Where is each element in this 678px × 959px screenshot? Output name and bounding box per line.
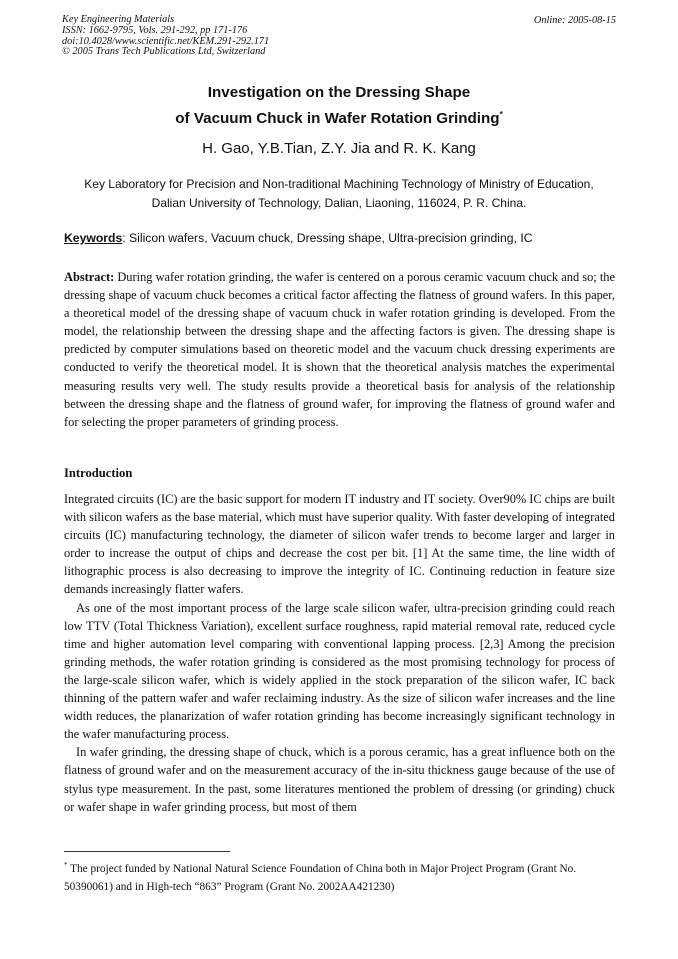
- affiliation-line-2: Dalian University of Technology, Dalian, Liaoning, 116024, P. R. China.: [151, 196, 527, 210]
- abstract: [64, 268, 615, 431]
- abstract-label: Abstract:: [64, 270, 115, 284]
- footnote: [64, 857, 624, 896]
- section-heading-introduction: Introduction: [64, 466, 133, 480]
- issn-line: ISSN: 1662-9795, Vols. 291-292, pp 171-176: [62, 24, 248, 36]
- authors: H. Gao, Y.B.Tian, Z.Y. Jia and R. K. Kang: [202, 140, 476, 157]
- abstract-text: During wafer rotation grinding, the wafer is centered on a porous ceramic vacuum chuck and so; the dressing shape of vacuum chuck becomes a critical factor affecting the flatness of ground wafers. In this paper, a theoretical model of the dressing shape of vacuum chuck in wafer rotation grinding is developed. From the model, the relationship between the dressing shape and the affecting factors is given. The dressing shape is predicted by computer simulations based on theoretic model and the vacuum chuck dressing experiments are conducted to verify the theoretical model. It is shown that the theoretical analysis matches the experimental measuring results very well. The study results provide a theoretical basis for analysis of the relationship between the dressing shape and the flatness of ground wafer, for improving the flatness of ground wafer and for selecting the proper parameters of grinding process.: [64, 270, 615, 429]
- journal-name: Key Engineering Materials: [62, 14, 175, 25]
- introduction-body: [64, 490, 615, 816]
- title-line-2: of Vacuum Chuck in Wafer Rotation Grinding*: [175, 110, 503, 128]
- paper-title: [0, 82, 678, 130]
- journal-header: [62, 15, 269, 58]
- affiliation: [0, 175, 678, 213]
- paragraph: In wafer grinding, the dressing shape of chuck, which is a porous ceramic, has a great influence both on the flatness of ground wafer and on the measurement accuracy of the in-situ thickness gauge because of the use of stylus type measurement. In the past, some literatures mentioned the problem of dressing (or grinding) chuck or wafer shape in wafer grinding process, but most of them: [64, 745, 615, 814]
- copyright-line: © 2005 Trans Tech Publications Ltd, Switzerland: [62, 46, 266, 58]
- title-line-1: Investigation on the Dressing Shape: [207, 84, 471, 101]
- footnote-text: The project funded by National Natural Science Foundation of China both in Major Project Program (Grant No. 50390061) and in High-tech “863” Program (Grant No. 2002AA421230): [64, 863, 577, 893]
- keywords-list: : Silicon wafers, Vacuum chuck, Dressing shape, Ultra-precision grinding, IC: [122, 231, 533, 245]
- online-date: Online: 2005-08-15: [533, 15, 616, 26]
- keywords: [64, 231, 533, 245]
- footnote-mark: *: [64, 861, 68, 869]
- footnote-divider: [64, 851, 230, 852]
- affiliation-line-1: Key Laboratory for Precision and Non-traditional Machining Technology of Ministry of Education,: [84, 177, 594, 191]
- paragraph: As one of the most important process of the large scale silicon wafer, ultra-precision grinding could reach low TTV (Total Thickness Variation), excellent surface roughness, rapid material removal rate, reduced cycle time and higher automation level comparing with conventional lapping process. [2,3] Among the precision grinding methods, the wafer rotation grinding is considered as the most promising technology for process of the large-scale silicon wafer, which is widely applied in the stock preparation of the silicon wafer, IC back thinning of the pattern wafer and wafer reclaiming industry. As the size of silicon wafer increases and the line width reduces, the planarization of wafer rotation grinding has become increasingly significant technology in the wafer manufacturing process.: [64, 600, 615, 742]
- doi-line: doi:10.4028/www.scientific.net/KEM.291-292.171: [62, 35, 270, 47]
- title-footnote-mark: *: [499, 110, 503, 119]
- keywords-label: Keywords: [64, 231, 123, 245]
- paragraph: Integrated circuits (IC) are the basic support for modern IT industry and IT society. Over90% IC chips are built with silicon wafers as the base material, which must have superior quality. With faster developing of integrated circuits (IC) manufacturing technology, the diameter of silicon wafer trends to become larger and larger in order to increase the output of chips and decrease the cost per bit. [1] At the same time, the line width of lithographic process is also decreasing to improve the integrity of IC. Continuing reduction in feature size demands increasingly flatter wafers.: [64, 492, 615, 597]
